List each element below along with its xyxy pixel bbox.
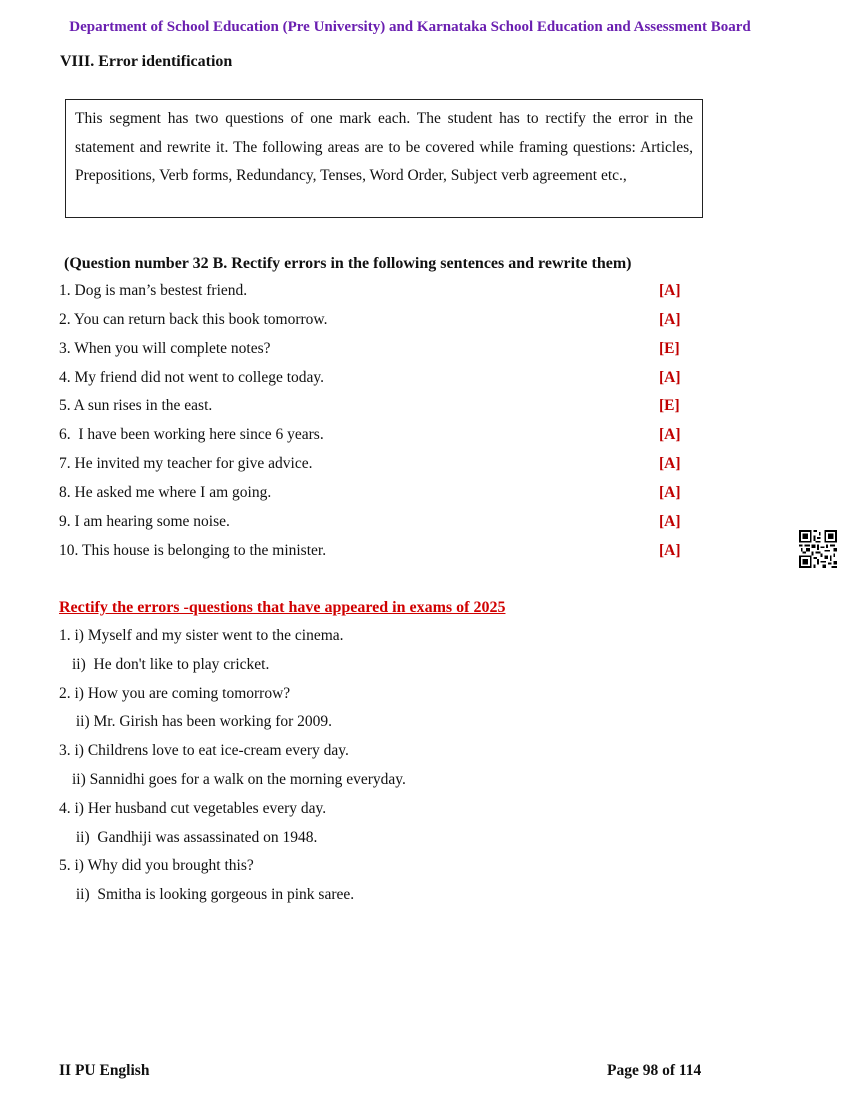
page-header: Department of School Education (Pre University) and Karnataka School Education and Assessment Board [69, 19, 751, 35]
question-list [59, 282, 684, 570]
question-text: 6. I have been working here since 6 years. [59, 426, 324, 444]
exam-question-item: ii) Mr. Girish has been working for 2009. [72, 713, 333, 731]
exam-question-item: ii) Smitha is looking gorgeous in pink saree. [72, 886, 355, 904]
question-text: 1. Dog is man’s bestest friend. [59, 282, 248, 299]
question-item [59, 513, 684, 542]
question-text: 2. You can return back this book tomorrow. [59, 310, 328, 328]
question-text: 4. My friend did not went to college today. [59, 368, 325, 386]
exam-question-item: 1. i) Myself and my sister went to the cinema. [59, 627, 344, 644]
question-instruction: (Question number 32 B. Rectify errors in the following sentences and rewrite them) [64, 255, 632, 272]
exam-question-item: 2. i) How you are coming tomorrow? [59, 684, 291, 702]
exam-question-item: 3. i) Childrens love to eat ice-cream every day. [59, 742, 349, 760]
answer-key: [A] [659, 368, 681, 386]
question-text: 10. This house is belonging to the minister. [59, 541, 327, 559]
question-text: 9. I am hearing some noise. [59, 512, 230, 530]
answer-key: [A] [659, 512, 681, 530]
question-item [59, 397, 684, 426]
footer-subject: II PU English [59, 1062, 150, 1079]
answer-key: [A] [659, 426, 681, 444]
question-text: 3. When you will complete notes? [59, 339, 271, 357]
question-text: 8. He asked me where I am going. [59, 483, 272, 501]
answer-key: [A] [659, 282, 681, 299]
question-text: 5. A sun rises in the east. [59, 397, 213, 415]
answer-key: [A] [659, 455, 681, 473]
answer-key: [A] [659, 310, 681, 328]
answer-key: [A] [659, 483, 681, 501]
question-text: 7. He invited my teacher for give advice. [59, 455, 313, 473]
footer-page-number: Page 98 of 114 [607, 1062, 702, 1079]
question-item [59, 426, 684, 455]
exam-question-item: ii) Sannidhi goes for a walk on the morning everyday. [72, 770, 406, 788]
section-title: VIII. Error identification [60, 53, 233, 70]
exam-questions-heading: Rectify the errors -questions that have appeared in exams of 2025 [59, 599, 506, 616]
question-item [59, 340, 684, 369]
question-item [59, 455, 684, 484]
answer-key: [E] [659, 397, 680, 415]
exam-question-item: 5. i) Why did you brought this? [59, 857, 254, 875]
question-item [59, 484, 684, 513]
qr-code-icon [799, 530, 837, 568]
info-box: This segment has two questions of one mark each. The student has to rectify the error in the statement and rewrite it. The following areas are to be covered while framing questions: Articles, Prepositions, Verb forms, Redundancy, Tenses, Word Order, Subject verb agreement etc., [65, 99, 703, 218]
exam-question-item: ii) Gandhiji was assassinated on 1948. [72, 828, 318, 846]
exam-question-item: ii) He don't like to play cricket. [72, 655, 270, 673]
question-item [59, 282, 684, 311]
question-item [59, 311, 684, 340]
exam-question-item: 4. i) Her husband cut vegetables every day. [59, 799, 327, 817]
question-item [59, 369, 684, 398]
question-item [59, 542, 684, 571]
answer-key: [E] [659, 339, 680, 357]
answer-key: [A] [659, 541, 681, 559]
exam-question-list [59, 627, 406, 915]
